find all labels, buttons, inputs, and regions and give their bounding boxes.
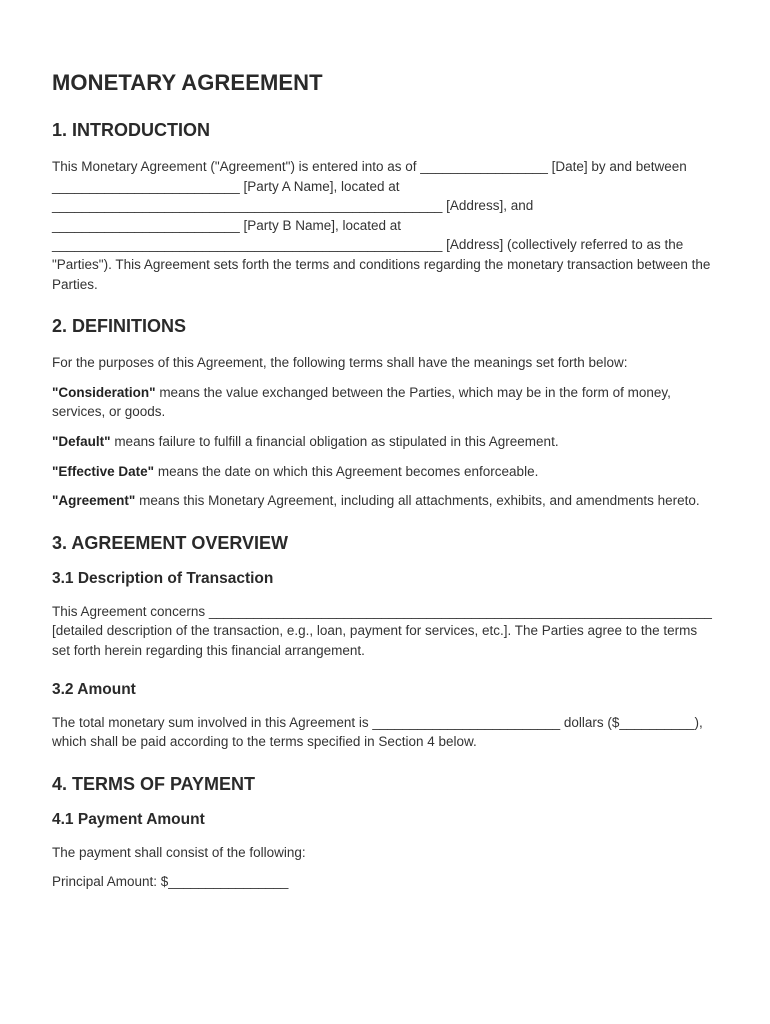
section-heading: 4. TERMS OF PAYMENT xyxy=(52,773,256,794)
definition-term: "Agreement" xyxy=(52,493,136,509)
section-heading: 1. INTRODUCTION xyxy=(52,120,211,140)
section-heading: 2. DEFINITIONS xyxy=(52,316,187,337)
definition-item xyxy=(52,491,718,511)
section-heading: 3. AGREEMENT OVERVIEW xyxy=(52,532,289,553)
subsection-description xyxy=(52,570,718,661)
definition-term: "Default" xyxy=(52,433,111,449)
section-agreement-overview xyxy=(52,533,718,752)
definition-item xyxy=(52,383,718,422)
definition-item xyxy=(52,462,718,482)
section-introduction xyxy=(52,120,718,294)
payment-paragraph: The payment shall consist of the following: xyxy=(52,844,306,860)
definition-text: means the date on which this Agreement becomes enforceable. xyxy=(154,463,539,479)
description-paragraph: This Agreement concerns ___________________________________________________________________ [detailed description of the transaction, e.g., loan, payment for services, etc.]. The Parties agree to the terms set forth herein regarding this financial arrangement. xyxy=(52,603,712,658)
section-definitions xyxy=(52,316,718,511)
definition-text: means this Monetary Agreement, including all attachments, exhibits, and amendments hereto. xyxy=(135,493,700,509)
subsection-heading: 4.1 Payment Amount xyxy=(52,810,205,828)
definition-text: means the value exchanged between the Parties, which may be in the form of money, services, or goods. xyxy=(52,384,671,420)
subsection-amount xyxy=(52,681,718,752)
principal-amount-line: Principal Amount: $________________ xyxy=(52,874,289,890)
definition-item xyxy=(52,432,718,452)
introduction-paragraph: This Monetary Agreement ("Agreement") is entered into as of _________________ [Date] by and between _________________________ [Party A Name], located at ____________________________________________________ [Address], and _________________________ [Party B Name], located at ____________________________________________________ [Address] (collectively referred to as the "Parties"). This Agreement sets forth the terms and conditions regarding the monetary transaction between the Parties. xyxy=(52,159,711,292)
amount-paragraph: The total monetary sum involved in this Agreement is _________________________ dollars ($__________), which shall be paid according to the terms specified in Section 4 below. xyxy=(52,714,703,750)
document-title: MONETARY AGREEMENT xyxy=(52,70,323,95)
subsection-payment-amount xyxy=(52,811,718,892)
definition-term: "Consideration" xyxy=(52,384,156,400)
section-terms-of-payment xyxy=(52,774,718,892)
definitions-intro: For the purposes of this Agreement, the following terms shall have the meanings set forth below: xyxy=(52,355,628,371)
subsection-heading: 3.1 Description of Transaction xyxy=(52,569,274,587)
subsection-heading: 3.2 Amount xyxy=(52,680,136,698)
definition-term: "Effective Date" xyxy=(52,463,155,479)
definition-text: means failure to fulfill a financial obligation as stipulated in this Agreement. xyxy=(110,433,559,449)
